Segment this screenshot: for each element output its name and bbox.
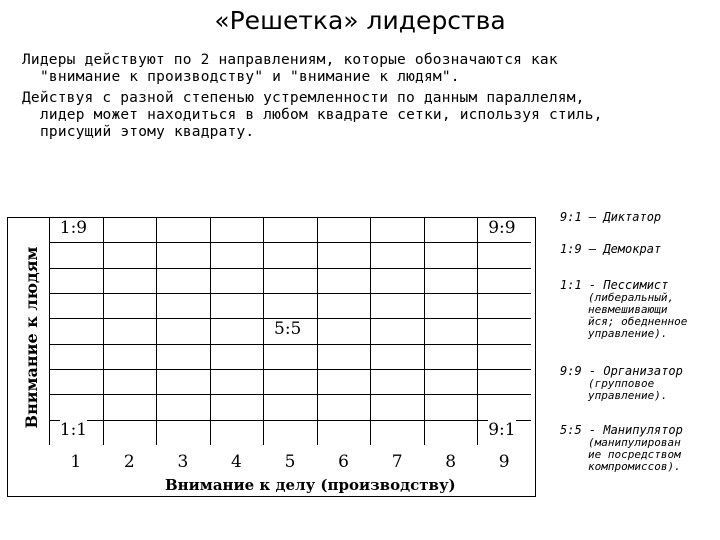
legend-style-description: йся; обедненное	[588, 315, 688, 328]
x-tick-label: 7	[391, 452, 403, 472]
legend-style-description: (манипулирован	[588, 436, 681, 449]
legend-item	[560, 423, 710, 473]
x-tick-label: 9	[498, 452, 510, 472]
legend-style-name: 1:1 - Пессимист	[560, 278, 669, 292]
legend-style-description: (либеральный,	[588, 291, 675, 304]
x-axis-label: Внимание к делу (производству)	[165, 476, 456, 494]
x-tick-label: 4	[231, 452, 242, 472]
legend-style-name: 9:9 - Организатор	[560, 364, 683, 378]
legend-style-description: управление).	[588, 327, 668, 340]
grid-point-label: 9:1	[488, 420, 516, 441]
grid-point-label: 5:5	[274, 319, 302, 339]
intro-line: Лидеры действуют по 2 направлениям, которые обозначаются как	[22, 52, 558, 68]
intro-line: "внимание к производству" и "внимание к людям".	[40, 69, 460, 85]
legend-style-description: управление).	[588, 389, 668, 402]
x-tick-label: 5	[284, 452, 296, 472]
grid-point-label: 1:1	[59, 420, 88, 441]
legend-style-description: ие посредством	[588, 448, 681, 461]
description-line: Действуя с разной степенью устремленности по данным параллелям,	[22, 90, 585, 106]
x-tick-label: 2	[123, 452, 135, 472]
description-line: лидер может находиться в любом квадрате сетки, используя стиль,	[40, 107, 603, 123]
x-tick-label: 3	[177, 452, 189, 472]
page-title: «Решетка» лидерства	[214, 6, 506, 35]
legend-item	[560, 210, 710, 224]
legend-style-description: невмешивающи	[588, 303, 668, 316]
legend-style-name: 9:1 – Диктатор	[560, 210, 662, 224]
x-tick-label: 6	[338, 452, 349, 472]
intro-paragraph	[22, 52, 702, 86]
legend-item	[560, 242, 710, 256]
grid-point-label: 9:9	[488, 217, 516, 238]
legend-item	[560, 278, 710, 340]
description-line: присущий этому квадрату.	[40, 124, 255, 140]
grid-point-label: 1:9	[59, 217, 88, 238]
x-tick-label: 8	[445, 452, 457, 472]
legend-item	[560, 364, 710, 402]
legend-style-name: 5:5 - Манипулятор	[560, 423, 683, 437]
x-tick-label: 1	[70, 452, 82, 472]
legend-style-description: (групповое	[588, 377, 655, 390]
legend-style-name: 1:9 – Демократ	[560, 242, 662, 256]
y-axis-label: Внимание к людям	[22, 246, 41, 429]
description-paragraph	[22, 90, 702, 141]
legend-style-description: компромиссов).	[588, 460, 681, 473]
